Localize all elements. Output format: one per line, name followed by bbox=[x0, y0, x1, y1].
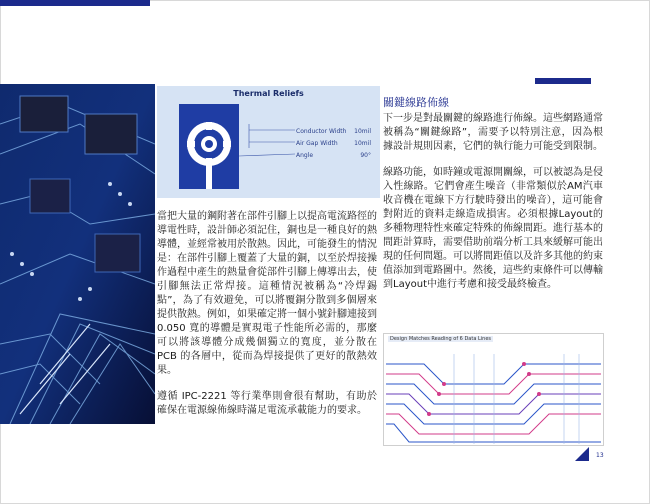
param-value: 90° bbox=[360, 152, 371, 159]
body-paragraph: 當把大量的鋼附著在部件引腳上以提高電流路徑的導電性時，設計師必須記住，銅也是一種良好的熱導體，並經常被用於散熱。因此，可能發生的情況是：在部件引腳上覆蓋了大量的銅，以至於焊接操作過程中產生的熱量會從部件引腳上傳導出去，使引腳無法正常焊接。這種情況被稱為“冷焊錫點”，為了有效避免，可以將覆銅分散到多個層來提供散熱。例如，如果確定將一個小號針腳連接到 0.050 寬的導體是實現電子性能所必需的，那麼可以將該導體分成幾個獨立的寬度，並分散在 PCB 的各層中，從而為焊接提供了更好的散熱效果。 bbox=[157, 211, 377, 376]
thermal-pad-illustration bbox=[179, 104, 239, 189]
param-value: 10mil bbox=[354, 140, 371, 147]
thermal-param-labels bbox=[296, 126, 346, 162]
top-accent-bar bbox=[0, 0, 150, 6]
body-paragraph: 遵循 IPC-2221 等行業準則會很有幫助，有助於確保在電源線佈線時滿足電流承載能力的要求。 bbox=[157, 391, 377, 416]
thermal-param-values bbox=[351, 126, 371, 162]
thermal-reliefs-figure bbox=[157, 86, 380, 198]
param-label: Angle bbox=[296, 152, 314, 159]
body-paragraph: 下一步是對最關鍵的線路進行佈線。這些網路通常被稱為“關鍵線路”，需要予以特別注意，因為根據設計規則因素，它們的執行能力可能受到限制。 bbox=[383, 113, 603, 152]
pcb-photo bbox=[0, 84, 155, 424]
figure-title: Thermal Reliefs bbox=[233, 89, 304, 98]
dimension-lines bbox=[239, 116, 297, 176]
param-label: Conductor Width bbox=[296, 128, 347, 135]
left-column bbox=[157, 210, 377, 430]
page-number: 13 bbox=[596, 452, 604, 459]
param-value: 10mil bbox=[354, 128, 371, 135]
section-accent-bar bbox=[535, 78, 591, 84]
body-paragraph: 線路功能，如時鐘或電源開關線，可以被認為是侵入性線路。它們會產生噪音（非常類似於AM汽車收音機在電線下方行駛時發出的噪音），這可能會對附近的資料走線造成損害。必須根據Layout的多種物理特性來確定特殊的佈線間距。進行基本的間距計算時，需要借助前端分析工具來緩解可能出現的任何問題。可以將間距值以及許多其他的約束值添加到電路圖中。然後，這些約束條件可以傳輸到Layout中進行考慮和接受最終檢查。 bbox=[383, 167, 603, 290]
routing-layout-figure bbox=[383, 333, 604, 446]
figure-caption: Design Matches Reading of 6 Data Lines bbox=[390, 336, 491, 342]
param-label: Air Gap Width bbox=[296, 140, 338, 147]
section-heading: 關鍵線路佈線 bbox=[383, 96, 449, 109]
page-corner-triangle bbox=[575, 447, 589, 461]
right-column bbox=[383, 94, 603, 304]
